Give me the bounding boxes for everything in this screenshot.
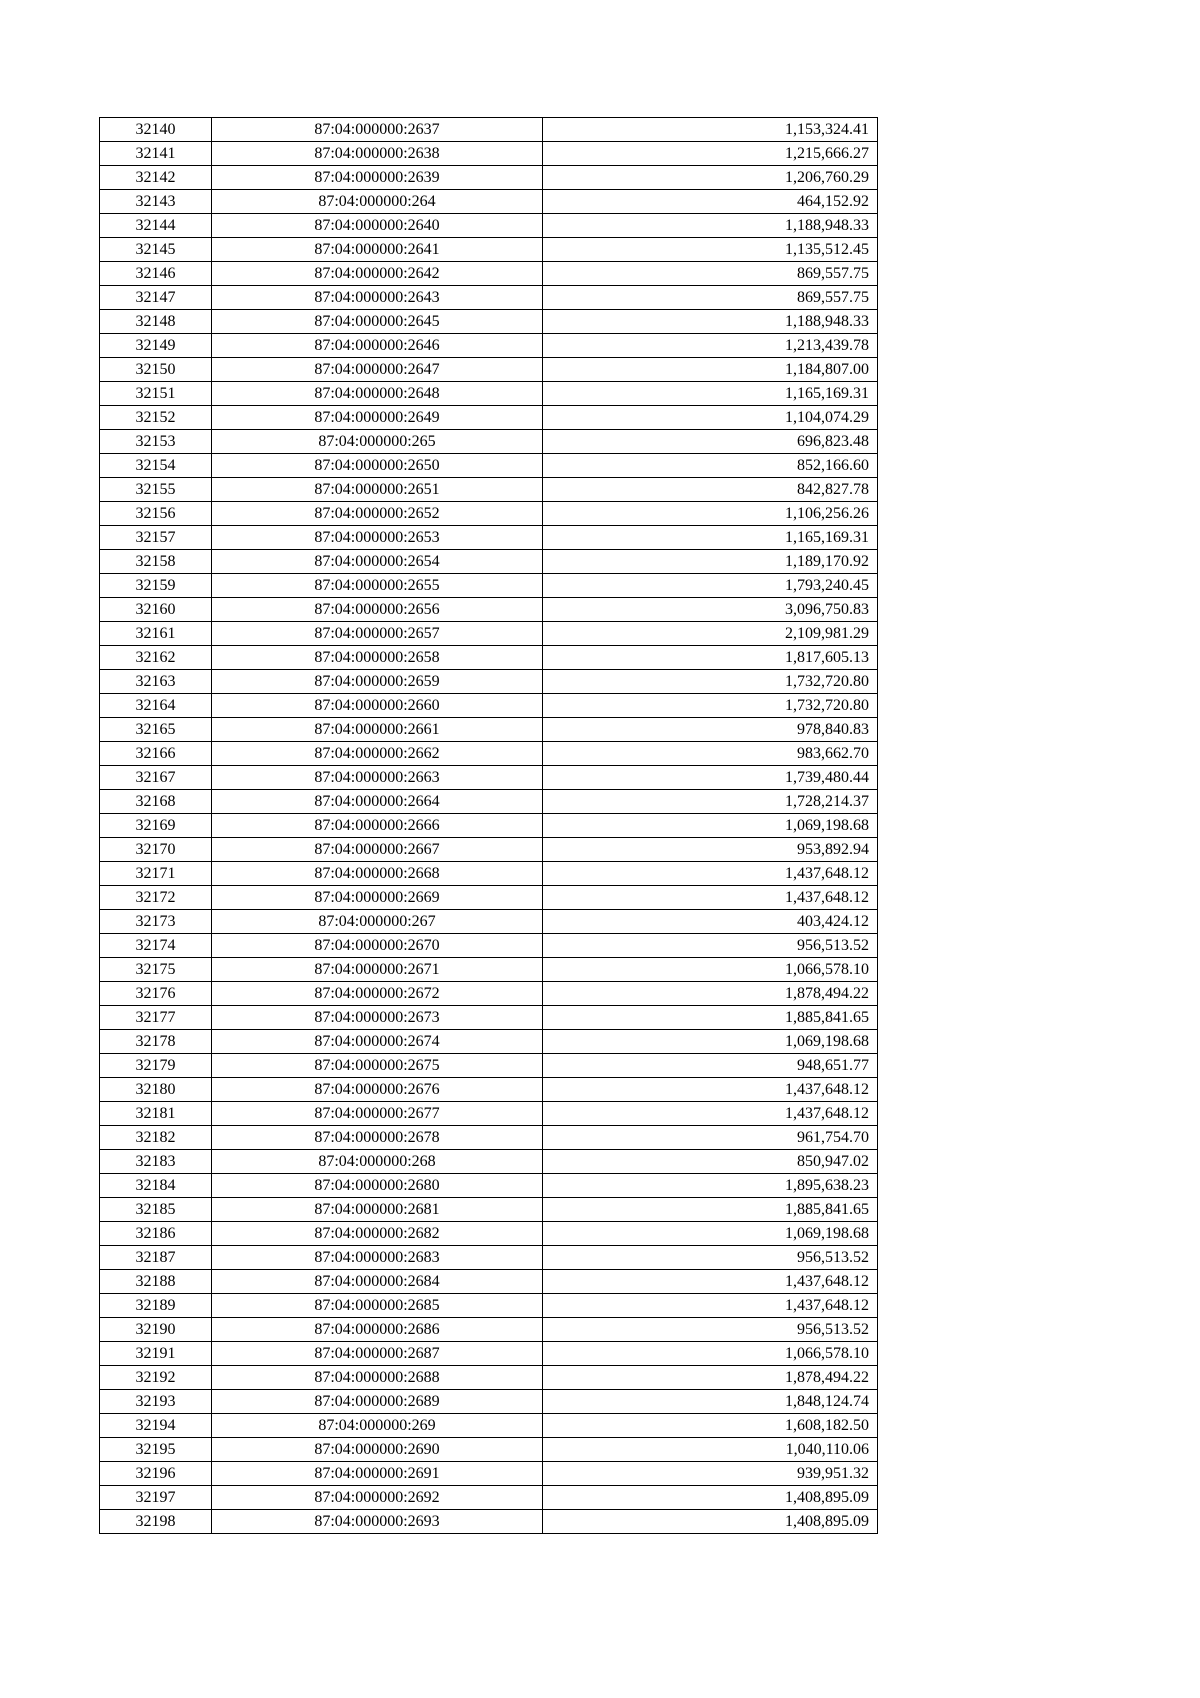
row-number-cell: 32174 xyxy=(100,934,212,958)
value-cell: 2,109,981.29 xyxy=(543,622,878,646)
row-number-cell: 32157 xyxy=(100,526,212,550)
value-cell: 983,662.70 xyxy=(543,742,878,766)
row-number-cell: 32167 xyxy=(100,766,212,790)
table-row xyxy=(100,670,878,694)
cadastral-number-cell: 87:04:000000:2663 xyxy=(212,766,543,790)
value-cell: 1,069,198.68 xyxy=(543,1030,878,1054)
row-number-cell: 32185 xyxy=(100,1198,212,1222)
cadastral-number-cell: 87:04:000000:2690 xyxy=(212,1438,543,1462)
row-number-cell: 32162 xyxy=(100,646,212,670)
value-cell: 1,165,169.31 xyxy=(543,526,878,550)
table-row xyxy=(100,646,878,670)
table-row xyxy=(100,1006,878,1030)
value-cell: 869,557.75 xyxy=(543,262,878,286)
value-cell: 852,166.60 xyxy=(543,454,878,478)
cadastral-number-cell: 87:04:000000:2648 xyxy=(212,382,543,406)
value-cell: 403,424.12 xyxy=(543,910,878,934)
row-number-cell: 32149 xyxy=(100,334,212,358)
cadastral-number-cell: 87:04:000000:2682 xyxy=(212,1222,543,1246)
row-number-cell: 32182 xyxy=(100,1126,212,1150)
table-row xyxy=(100,838,878,862)
row-number-cell: 32159 xyxy=(100,574,212,598)
row-number-cell: 32175 xyxy=(100,958,212,982)
table-row xyxy=(100,1342,878,1366)
cadastral-number-cell: 87:04:000000:2681 xyxy=(212,1198,543,1222)
row-number-cell: 32163 xyxy=(100,670,212,694)
row-number-cell: 32180 xyxy=(100,1078,212,1102)
value-cell: 1,213,439.78 xyxy=(543,334,878,358)
value-cell: 1,817,605.13 xyxy=(543,646,878,670)
table-row xyxy=(100,1510,878,1534)
table-row xyxy=(100,1150,878,1174)
cadastral-number-cell: 87:04:000000:2675 xyxy=(212,1054,543,1078)
value-cell: 696,823.48 xyxy=(543,430,878,454)
table-row xyxy=(100,142,878,166)
value-cell: 948,651.77 xyxy=(543,1054,878,1078)
value-cell: 978,840.83 xyxy=(543,718,878,742)
row-number-cell: 32172 xyxy=(100,886,212,910)
table-row xyxy=(100,1198,878,1222)
table-row xyxy=(100,910,878,934)
row-number-cell: 32158 xyxy=(100,550,212,574)
table-row xyxy=(100,1438,878,1462)
cadastral-number-cell: 87:04:000000:2688 xyxy=(212,1366,543,1390)
value-cell: 1,189,170.92 xyxy=(543,550,878,574)
cadastral-number-cell: 87:04:000000:2637 xyxy=(212,118,543,142)
cadastral-number-cell: 87:04:000000:2671 xyxy=(212,958,543,982)
value-cell: 939,951.32 xyxy=(543,1462,878,1486)
row-number-cell: 32166 xyxy=(100,742,212,766)
table-row xyxy=(100,214,878,238)
cadastral-number-cell: 87:04:000000:2641 xyxy=(212,238,543,262)
row-number-cell: 32147 xyxy=(100,286,212,310)
table-row xyxy=(100,118,878,142)
table-row xyxy=(100,358,878,382)
table-row xyxy=(100,718,878,742)
cadastral-number-cell: 87:04:000000:2666 xyxy=(212,814,543,838)
value-cell: 1,732,720.80 xyxy=(543,694,878,718)
table-row xyxy=(100,574,878,598)
cadastral-number-cell: 87:04:000000:2642 xyxy=(212,262,543,286)
value-cell: 1,437,648.12 xyxy=(543,886,878,910)
row-number-cell: 32177 xyxy=(100,1006,212,1030)
cadastral-number-cell: 87:04:000000:2691 xyxy=(212,1462,543,1486)
row-number-cell: 32176 xyxy=(100,982,212,1006)
row-number-cell: 32191 xyxy=(100,1342,212,1366)
value-cell: 1,437,648.12 xyxy=(543,1294,878,1318)
table-row xyxy=(100,478,878,502)
value-cell: 1,040,110.06 xyxy=(543,1438,878,1462)
cadastral-number-cell: 87:04:000000:2664 xyxy=(212,790,543,814)
row-number-cell: 32178 xyxy=(100,1030,212,1054)
row-number-cell: 32150 xyxy=(100,358,212,382)
cadastral-number-cell: 87:04:000000:2660 xyxy=(212,694,543,718)
row-number-cell: 32155 xyxy=(100,478,212,502)
cadastral-number-cell: 87:04:000000:2689 xyxy=(212,1390,543,1414)
value-cell: 1,878,494.22 xyxy=(543,1366,878,1390)
cadastral-number-cell: 87:04:000000:2677 xyxy=(212,1102,543,1126)
row-number-cell: 32153 xyxy=(100,430,212,454)
value-cell: 1,106,256.26 xyxy=(543,502,878,526)
cadastral-number-cell: 87:04:000000:2678 xyxy=(212,1126,543,1150)
table-row xyxy=(100,1270,878,1294)
value-cell: 1,885,841.65 xyxy=(543,1198,878,1222)
cadastral-number-cell: 87:04:000000:2651 xyxy=(212,478,543,502)
table-row xyxy=(100,190,878,214)
value-cell: 1,732,720.80 xyxy=(543,670,878,694)
row-number-cell: 32165 xyxy=(100,718,212,742)
row-number-cell: 32188 xyxy=(100,1270,212,1294)
table-row xyxy=(100,1366,878,1390)
table-row xyxy=(100,862,878,886)
value-cell: 961,754.70 xyxy=(543,1126,878,1150)
value-cell: 1,188,948.33 xyxy=(543,214,878,238)
cadastral-number-cell: 87:04:000000:2658 xyxy=(212,646,543,670)
table-row xyxy=(100,1126,878,1150)
value-cell: 1,895,638.23 xyxy=(543,1174,878,1198)
cadastral-number-cell: 87:04:000000:2680 xyxy=(212,1174,543,1198)
table-row xyxy=(100,622,878,646)
cadastral-number-cell: 87:04:000000:2672 xyxy=(212,982,543,1006)
value-cell: 1,793,240.45 xyxy=(543,574,878,598)
cadastral-number-cell: 87:04:000000:2643 xyxy=(212,286,543,310)
table-row xyxy=(100,694,878,718)
row-number-cell: 32141 xyxy=(100,142,212,166)
value-cell: 1,408,895.09 xyxy=(543,1486,878,1510)
cadastral-number-cell: 87:04:000000:2657 xyxy=(212,622,543,646)
value-cell: 850,947.02 xyxy=(543,1150,878,1174)
cadastral-number-cell: 87:04:000000:2686 xyxy=(212,1318,543,1342)
table-row xyxy=(100,1054,878,1078)
cadastral-number-cell: 87:04:000000:269 xyxy=(212,1414,543,1438)
table-row xyxy=(100,382,878,406)
value-cell: 1,215,666.27 xyxy=(543,142,878,166)
table-row xyxy=(100,286,878,310)
cadastral-number-cell: 87:04:000000:2661 xyxy=(212,718,543,742)
table-row xyxy=(100,1486,878,1510)
table-row xyxy=(100,310,878,334)
table-body xyxy=(100,118,878,1534)
cadastral-number-cell: 87:04:000000:2647 xyxy=(212,358,543,382)
row-number-cell: 32154 xyxy=(100,454,212,478)
cadastral-number-cell: 87:04:000000:2646 xyxy=(212,334,543,358)
cadastral-number-cell: 87:04:000000:2685 xyxy=(212,1294,543,1318)
value-cell: 956,513.52 xyxy=(543,1246,878,1270)
cadastral-number-cell: 87:04:000000:2638 xyxy=(212,142,543,166)
row-number-cell: 32195 xyxy=(100,1438,212,1462)
row-number-cell: 32144 xyxy=(100,214,212,238)
table-row xyxy=(100,1414,878,1438)
table-row xyxy=(100,334,878,358)
value-cell: 1,437,648.12 xyxy=(543,862,878,886)
value-cell: 1,069,198.68 xyxy=(543,1222,878,1246)
table-row xyxy=(100,742,878,766)
row-number-cell: 32164 xyxy=(100,694,212,718)
table-row xyxy=(100,238,878,262)
row-number-cell: 32197 xyxy=(100,1486,212,1510)
table-row xyxy=(100,1030,878,1054)
cadastral-number-cell: 87:04:000000:2640 xyxy=(212,214,543,238)
value-cell: 1,104,074.29 xyxy=(543,406,878,430)
value-cell: 1,188,948.33 xyxy=(543,310,878,334)
table-row xyxy=(100,1246,878,1270)
cadastral-number-cell: 87:04:000000:2639 xyxy=(212,166,543,190)
cadastral-number-cell: 87:04:000000:2649 xyxy=(212,406,543,430)
value-cell: 1,728,214.37 xyxy=(543,790,878,814)
row-number-cell: 32179 xyxy=(100,1054,212,1078)
value-cell: 869,557.75 xyxy=(543,286,878,310)
value-cell: 3,096,750.83 xyxy=(543,598,878,622)
row-number-cell: 32160 xyxy=(100,598,212,622)
cadastral-number-cell: 87:04:000000:2669 xyxy=(212,886,543,910)
cadastral-number-cell: 87:04:000000:2652 xyxy=(212,502,543,526)
table-row xyxy=(100,1462,878,1486)
cadastral-number-cell: 87:04:000000:2668 xyxy=(212,862,543,886)
cadastral-number-cell: 87:04:000000:268 xyxy=(212,1150,543,1174)
value-cell: 464,152.92 xyxy=(543,190,878,214)
table-row xyxy=(100,1390,878,1414)
cadastral-number-cell: 87:04:000000:267 xyxy=(212,910,543,934)
row-number-cell: 32181 xyxy=(100,1102,212,1126)
table-row xyxy=(100,550,878,574)
table-row xyxy=(100,454,878,478)
table-row xyxy=(100,502,878,526)
cadastral-number-cell: 87:04:000000:2645 xyxy=(212,310,543,334)
row-number-cell: 32143 xyxy=(100,190,212,214)
row-number-cell: 32190 xyxy=(100,1318,212,1342)
table-row xyxy=(100,526,878,550)
cadastral-number-cell: 87:04:000000:2662 xyxy=(212,742,543,766)
cadastral-number-cell: 87:04:000000:2653 xyxy=(212,526,543,550)
row-number-cell: 32193 xyxy=(100,1390,212,1414)
cadastral-number-cell: 87:04:000000:2654 xyxy=(212,550,543,574)
row-number-cell: 32146 xyxy=(100,262,212,286)
value-cell: 1,066,578.10 xyxy=(543,1342,878,1366)
cadastral-number-cell: 87:04:000000:2659 xyxy=(212,670,543,694)
cadastral-number-cell: 87:04:000000:2670 xyxy=(212,934,543,958)
value-cell: 1,066,578.10 xyxy=(543,958,878,982)
cadastral-number-cell: 87:04:000000:2650 xyxy=(212,454,543,478)
row-number-cell: 32183 xyxy=(100,1150,212,1174)
table-row xyxy=(100,766,878,790)
cadastral-number-cell: 87:04:000000:2676 xyxy=(212,1078,543,1102)
value-cell: 1,408,895.09 xyxy=(543,1510,878,1534)
value-cell: 1,878,494.22 xyxy=(543,982,878,1006)
row-number-cell: 32152 xyxy=(100,406,212,430)
cadastral-number-cell: 87:04:000000:2667 xyxy=(212,838,543,862)
cadastral-number-cell: 87:04:000000:2655 xyxy=(212,574,543,598)
row-number-cell: 32156 xyxy=(100,502,212,526)
cadastral-number-cell: 87:04:000000:2674 xyxy=(212,1030,543,1054)
row-number-cell: 32187 xyxy=(100,1246,212,1270)
value-cell: 1,069,198.68 xyxy=(543,814,878,838)
row-number-cell: 32192 xyxy=(100,1366,212,1390)
value-cell: 842,827.78 xyxy=(543,478,878,502)
cadastral-number-cell: 87:04:000000:2683 xyxy=(212,1246,543,1270)
row-number-cell: 32186 xyxy=(100,1222,212,1246)
table-row xyxy=(100,1078,878,1102)
cadastral-number-cell: 87:04:000000:2684 xyxy=(212,1270,543,1294)
value-cell: 1,848,124.74 xyxy=(543,1390,878,1414)
table-row xyxy=(100,1294,878,1318)
value-cell: 953,892.94 xyxy=(543,838,878,862)
value-cell: 1,135,512.45 xyxy=(543,238,878,262)
table-row xyxy=(100,814,878,838)
row-number-cell: 32161 xyxy=(100,622,212,646)
row-number-cell: 32151 xyxy=(100,382,212,406)
row-number-cell: 32170 xyxy=(100,838,212,862)
value-cell: 1,437,648.12 xyxy=(543,1270,878,1294)
row-number-cell: 32189 xyxy=(100,1294,212,1318)
value-cell: 1,153,324.41 xyxy=(543,118,878,142)
row-number-cell: 32168 xyxy=(100,790,212,814)
row-number-cell: 32184 xyxy=(100,1174,212,1198)
table-row xyxy=(100,166,878,190)
table-row xyxy=(100,598,878,622)
table-row xyxy=(100,406,878,430)
row-number-cell: 32169 xyxy=(100,814,212,838)
row-number-cell: 32171 xyxy=(100,862,212,886)
table-row xyxy=(100,886,878,910)
row-number-cell: 32140 xyxy=(100,118,212,142)
table-row xyxy=(100,982,878,1006)
cadastral-number-cell: 87:04:000000:264 xyxy=(212,190,543,214)
value-cell: 1,739,480.44 xyxy=(543,766,878,790)
cadastral-number-cell: 87:04:000000:2693 xyxy=(212,1510,543,1534)
data-table xyxy=(99,117,878,1534)
table-row xyxy=(100,958,878,982)
table-row xyxy=(100,262,878,286)
value-cell: 1,165,169.31 xyxy=(543,382,878,406)
row-number-cell: 32198 xyxy=(100,1510,212,1534)
row-number-cell: 32196 xyxy=(100,1462,212,1486)
cadastral-number-cell: 87:04:000000:265 xyxy=(212,430,543,454)
row-number-cell: 32145 xyxy=(100,238,212,262)
value-cell: 1,885,841.65 xyxy=(543,1006,878,1030)
value-cell: 956,513.52 xyxy=(543,1318,878,1342)
value-cell: 1,437,648.12 xyxy=(543,1102,878,1126)
cadastral-number-cell: 87:04:000000:2692 xyxy=(212,1486,543,1510)
value-cell: 956,513.52 xyxy=(543,934,878,958)
row-number-cell: 32142 xyxy=(100,166,212,190)
cadastral-number-cell: 87:04:000000:2656 xyxy=(212,598,543,622)
table-row xyxy=(100,934,878,958)
cadastral-number-cell: 87:04:000000:2673 xyxy=(212,1006,543,1030)
table-row xyxy=(100,430,878,454)
cadastral-number-cell: 87:04:000000:2687 xyxy=(212,1342,543,1366)
table-row xyxy=(100,1102,878,1126)
table-row xyxy=(100,1174,878,1198)
row-number-cell: 32148 xyxy=(100,310,212,334)
table-row xyxy=(100,1318,878,1342)
table-row xyxy=(100,790,878,814)
table-row xyxy=(100,1222,878,1246)
row-number-cell: 32194 xyxy=(100,1414,212,1438)
row-number-cell: 32173 xyxy=(100,910,212,934)
value-cell: 1,184,807.00 xyxy=(543,358,878,382)
value-cell: 1,437,648.12 xyxy=(543,1078,878,1102)
value-cell: 1,608,182.50 xyxy=(543,1414,878,1438)
value-cell: 1,206,760.29 xyxy=(543,166,878,190)
